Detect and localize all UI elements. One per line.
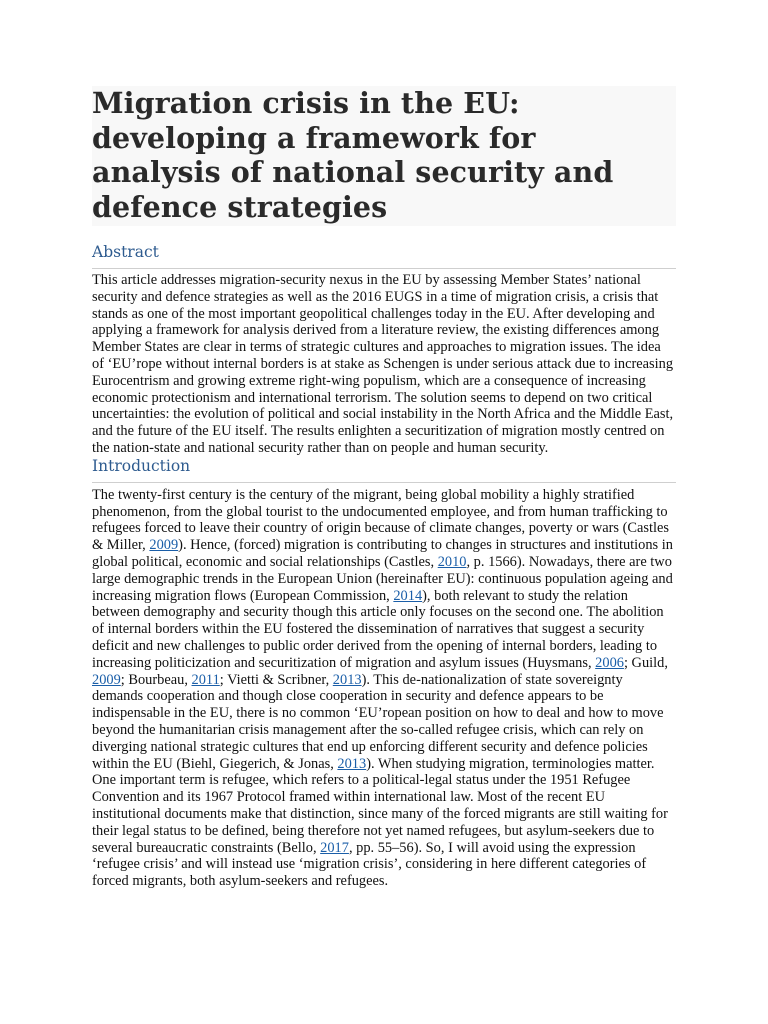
intro-segment: ; Bourbeau, bbox=[120, 671, 192, 688]
title-block bbox=[92, 86, 676, 226]
intro-segment: ). When studying migration, terminologies matter. One important term is refugee, which refers to a political-legal status under the 1951 Refugee Convention and its 1967 Protocol framed within international law. Most of the recent EU institutional documents make that distinction, since many of the forced migrants are still waiting for their legal status to be defined, being therefore not yet named refugees, but asylum-seekers due to several bureaucratic constraints (Bello, bbox=[92, 755, 668, 856]
intro-segment: ; Vietti & Scribner, bbox=[219, 671, 333, 688]
abstract-heading: Abstract bbox=[92, 243, 676, 269]
introduction-heading: Introduction bbox=[92, 457, 676, 483]
citation-link[interactable]: 2011 bbox=[191, 671, 220, 688]
article-title: Migration crisis in the EU: developing a framework for analysis of national security and defence strategies bbox=[92, 86, 614, 224]
citation-link[interactable]: 2006 bbox=[595, 654, 624, 671]
citation-link[interactable]: 2009 bbox=[92, 671, 121, 688]
intro-segment: , p. 1566). Nowadays, there are two large demographic trends in the European Union (hereinafter EU): continuous population ageing and increasing migration flows (European Commission, bbox=[92, 553, 673, 604]
citation-link[interactable]: 2009 bbox=[149, 537, 179, 554]
citation-link[interactable]: 2010 bbox=[437, 553, 467, 570]
citation-link[interactable]: 2014 bbox=[393, 587, 423, 604]
introduction-text bbox=[92, 487, 676, 890]
intro-segment: The twenty-first century is the century of the migrant, being global mobility a highly stratified phenomenon, from the global tourist to the undocumented employee, and from human trafficking to refugees forced to leave their country of origin because of climate changes, poverty or wars (Castles & Miller, bbox=[92, 486, 669, 554]
citation-link[interactable]: 2013 bbox=[332, 671, 362, 688]
intro-segment: ). This de-nationalization of state sovereignty demands cooperation and though close cooperation in security and defence appears to be indispensable in the EU, there is no common ‘EU’ropean position on how to deal and how to move beyond the humanitarian crisis management after the so-called refugee crisis, which can rely on diverging national strategic cultures that end up enforcing different security and defence policies within the EU (Biehl, Giegerich, & Jonas, bbox=[92, 671, 664, 772]
intro-segment: , pp. 55–56). So, I will avoid using the expression ‘refugee crisis’ and will instead use ‘migration crisis’, considering in here different categories of forced migrants, both asylum-seekers and refugees. bbox=[92, 839, 647, 890]
abstract-text: This article addresses migration-security nexus in the EU by assessing Member States’ national security and defence strategies as well as the 2016 EUGS in a time of migration crisis, a crisis that stands as one of the most important geopolitical challenges today in the EU. After developing and applying a framework for analysis derived from a literature review, the existing differences among Member States are clear in terms of strategic cultures and approaches to migration issues. The idea of ‘EU’rope without internal borders is at stake as Schengen is under serious attack due to increasing Eurocentrism and growing extreme right-wing populism, which are a consequence of increasing economic protectionism and international terrorism. The solution seems to depend on two critical uncertainties: the evolution of political and social instability in the North Africa and the Middle East, and the future of the EU itself. The results enlighten a securitization of migration mostly centred on the nation-state and national security rather than on people and human security. bbox=[92, 272, 674, 456]
citation-link[interactable]: 2013 bbox=[337, 755, 367, 772]
article bbox=[92, 86, 676, 890]
intro-segment: ), both relevant to study the relation between demography and security though this article only focuses on the second one. The abolition of internal borders within the EU fostered the dissemination of narratives that suggest a security deficit and new challenges to public order derived from the opening of internal borders, leading to increasing politicization and securitization of migration and asylum issues (Huysmans, bbox=[92, 587, 664, 671]
citation-link[interactable]: 2017 bbox=[320, 839, 349, 856]
intro-segment: ; Guild, bbox=[623, 654, 668, 671]
intro-segment: ). Hence, (forced) migration is contributing to changes in structures and institutions in global political, economic and social relationships (Castles, bbox=[92, 537, 673, 570]
